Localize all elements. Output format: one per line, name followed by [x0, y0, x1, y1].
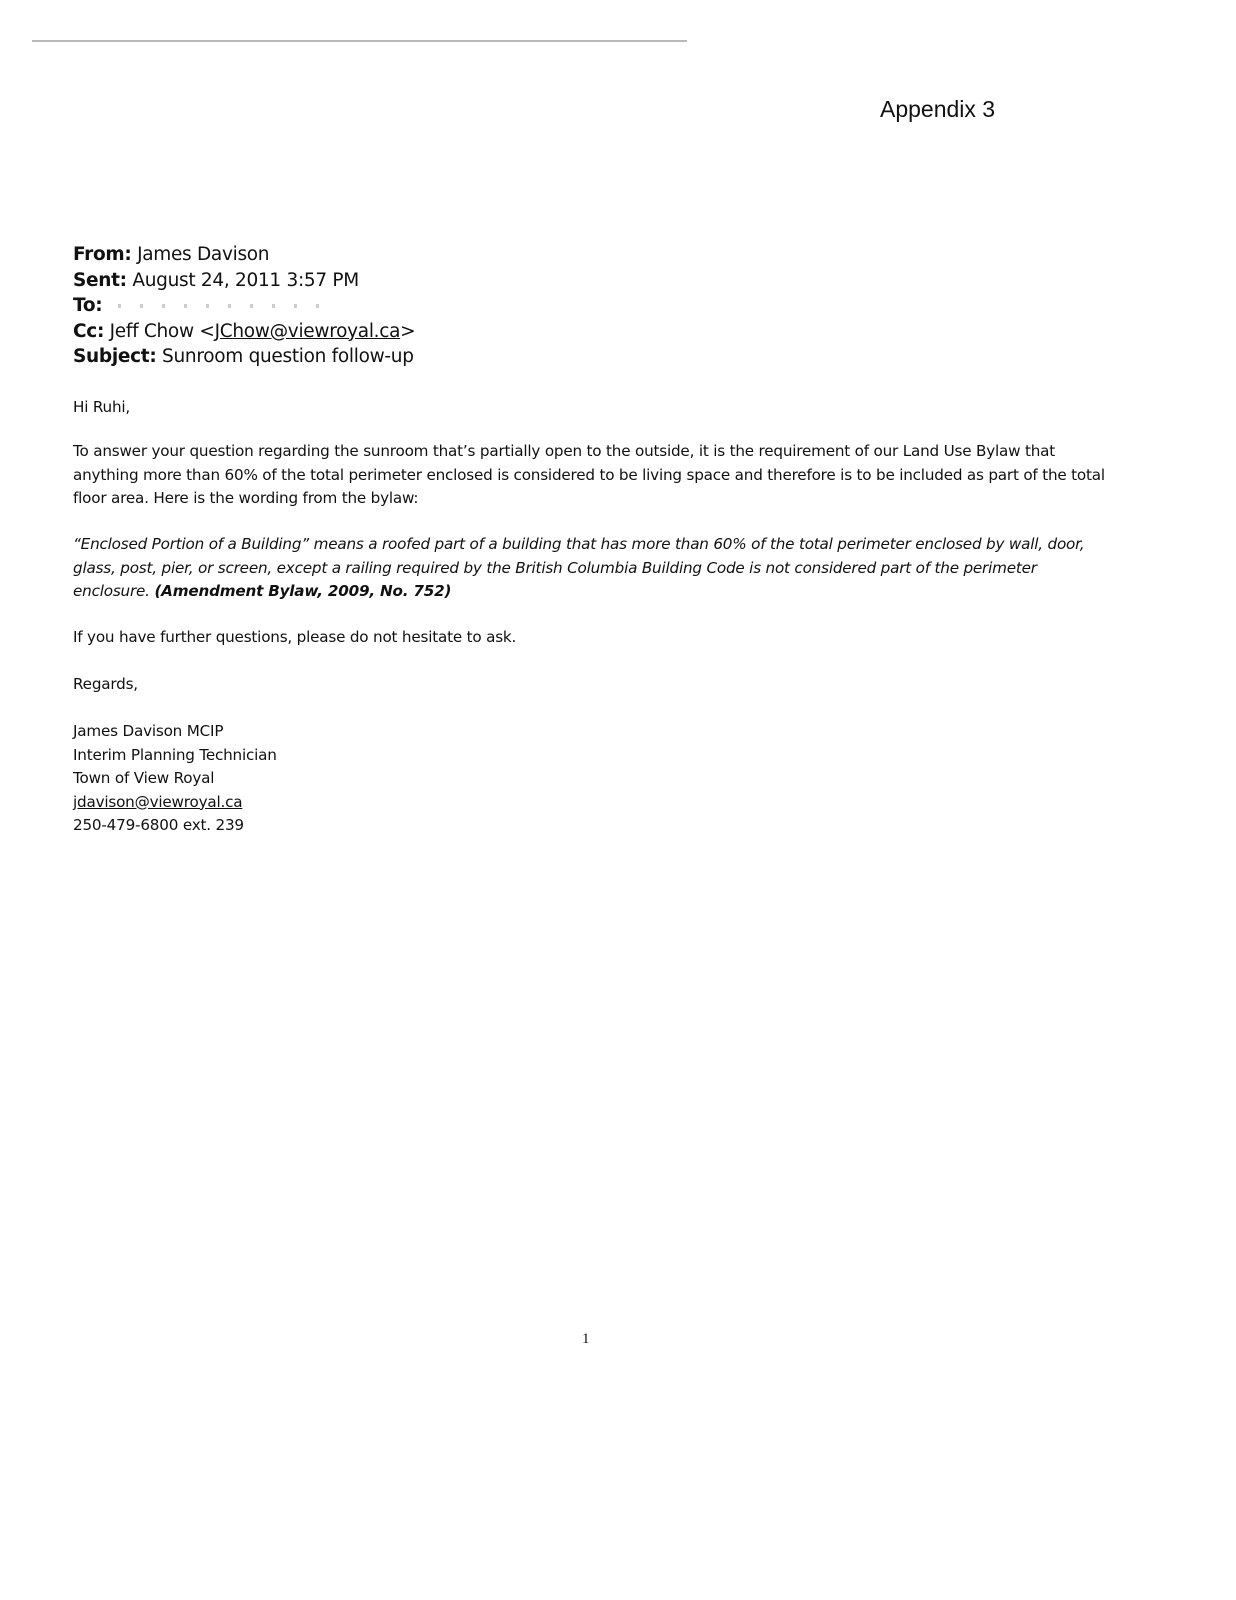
signature-email-link[interactable]: jdavison@viewroyal.ca: [73, 792, 243, 811]
body-paragraph: To answer your question regarding the sunroom that’s partially open to the outside, it is the requirement of our Land Use Bylaw that anything more than 60% of the total perimeter enclosed is considered to be living space and therefore is to be included as part of the total floor area. Here is the wording from the bylaw:: [73, 442, 1105, 507]
signature-title: Interim Planning Technician: [73, 745, 277, 764]
cc-email-link[interactable]: JChow@viewroyal.ca: [214, 320, 401, 342]
bylaw-amendment: (Amendment Bylaw, 2009, No. 752): [154, 582, 452, 600]
followup-line: If you have further questions, please do not hesitate to ask.: [73, 628, 517, 646]
closing: Regards,: [73, 675, 138, 693]
signature-name: James Davison MCIP: [73, 722, 224, 740]
page-number: 1: [582, 1331, 590, 1347]
subject-row: [73, 344, 415, 370]
from-value: James Davison: [137, 244, 270, 265]
cc-label: Cc:: [73, 320, 105, 342]
cc-close: >: [400, 320, 416, 342]
signature-phone: 250-479-6800 ext. 239: [73, 816, 244, 834]
subject-label: Subject:: [73, 346, 157, 367]
appendix-label: Appendix 3: [880, 96, 996, 122]
greeting: Hi Ruhi,: [73, 398, 131, 416]
sent-label: Sent:: [73, 269, 127, 291]
signature-block: [73, 720, 1113, 838]
sent-value: August 24, 2011 3:57 PM: [132, 269, 359, 291]
signature-organization: Town of View Royal: [73, 769, 215, 787]
sent-row: [73, 268, 415, 294]
bylaw-quote-text: “Enclosed Portion of a Building” means a roofed part of a building that has more than 60% of the total perimeter enclosed by wall, door, glass, post, pier, or screen, except a railing required by the British Columbia Building Code is not considered part of the perimeter enclosure.: [73, 535, 1085, 600]
cc-row: [73, 319, 415, 345]
cc-name: Jeff Chow <: [109, 320, 215, 342]
to-label: To:: [73, 295, 103, 316]
subject-value: Sunroom question follow-up: [162, 346, 414, 367]
bylaw-quote: [73, 533, 1113, 604]
from-row: [73, 242, 415, 268]
to-row: [73, 293, 415, 319]
redacted-recipient: [118, 304, 328, 308]
from-label: From:: [73, 244, 132, 265]
top-scan-rule: [32, 40, 687, 42]
email-header: [73, 242, 415, 370]
